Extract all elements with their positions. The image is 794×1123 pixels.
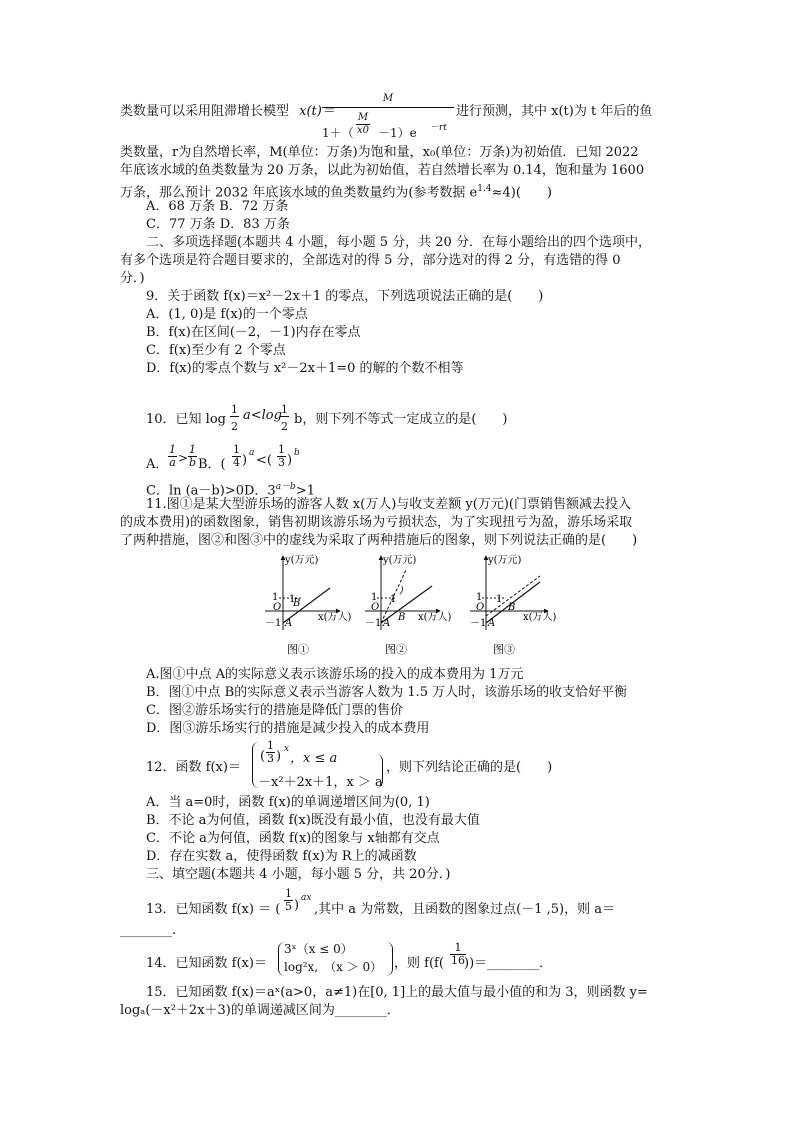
q10-cd-exp: a－b [275,482,296,492]
q10-optB-label: B．( [198,457,226,472]
q10-optB-end: ) [287,453,293,468]
q8-options-ab: A．68 万条 B．72 万条 [146,199,289,214]
fig1-x-label: x(万人) [318,612,352,623]
q13-stem [146,886,706,920]
q10-base1-den: 2 [231,420,238,433]
fig2-caption: 图② [385,643,407,656]
fig3-x-label: x(万人) [523,612,557,623]
q8-line1-a: 类数量可以采用阻滞增长模型 [120,104,290,119]
q13-blank: ________. [120,923,177,938]
q10-base2-den: 2 [281,420,288,433]
q10-cd-end: >1 [295,483,315,499]
q10-base2-num: 1 [281,403,288,416]
q10-a: a<log [243,408,282,423]
q14-case2: log²x, （x ＞ 0） [284,960,383,974]
q11-line1: 11.图①是某大型游乐场的游客人数 x(万人)与收支差额 y(万元)(门票销售额减去投入 [146,497,631,512]
q10-optB-expa: a [249,448,255,458]
q11-option-b: B．图①中点 B的实际意义表示当游客人数为 1.5 万人时，该游乐场的收支恰好平衡 [146,685,628,700]
q12-option-a: A．当 a=0时，函数 f(x)的单调递增区间为(0, 1) [146,795,430,810]
q11-option-a: A.图①中点 A的实际意义表示该游乐场的投入的成本费用为 1万元 [146,667,524,682]
q8-den-exp: －rt [430,123,447,133]
fig2-point-b: B [398,612,406,623]
q8-line4-end: ≈4)( ) [491,185,552,201]
fig3-caption: 图③ [493,643,515,656]
q10-pre: 10．已知 log [146,412,226,427]
q12-case1-cond: ，x ≤ a [290,751,338,766]
fig1-neg1: －1 [265,618,282,629]
q14-post2: ))＝________． [464,956,553,971]
q14-case1: 3ˣ（x ≤ 0） [284,942,353,956]
q12-option-c: C．不论 a为何值，函数 f(x)的图象与 x轴都有交点 [146,831,440,846]
q12-stem [146,740,586,790]
q11-line2: 的成本费用)的函数图象，销售初期该游乐场为亏损状态，为了实现扭亏为盈，游乐场采取 [120,515,633,530]
fig1-one: 1 [272,592,279,603]
q10-optB-frac2-num: 1 [278,443,285,456]
q12-case1-frac [266,740,275,765]
q13-pre: 13．已知函数 f(x) ＝ ( [146,902,281,917]
q8-line4-exp: 1.4 [477,184,492,194]
q10-optA-frac1-num: 1 [169,443,176,456]
q9-option-a: A．(1, 0)是 f(x)的一个零点 [146,307,308,322]
q10-base1 [230,404,239,433]
q10-base2 [280,404,289,433]
q12-case1-exp: x [284,744,290,754]
fig1-point-b: B [293,598,301,609]
q13-post: ,其中 a 为常数，且函数的图象过点(－1 ,5)，则 a＝ [314,902,615,917]
q11-line3: 了两种措施，图②和图③中的虚线为采取了两种措施后的图象，则下列说法正确的是( ) [120,533,638,548]
figure-1 [265,554,352,656]
q8-den-frac [356,112,370,137]
q12-case2: －x²＋2x＋1，x ＞ a [258,775,383,790]
fig3-point-a: A [488,618,496,629]
section3-heading: 三、填空题(本题共 4 小题，每小题 5 分，共 20分．) [146,867,451,882]
q14-frac-den: 16 [451,954,465,967]
q8-model-denominator [322,108,454,138]
q10-optA-label: A． [146,457,169,472]
section2-line3: 分．) [120,271,145,286]
q15-line1: 15．已知函数 f(x)＝aˣ(a>0，a≠1)在[0, 1]上的最大值与最小值的和为 3，则函数 y= [146,985,648,1000]
q10-cd-text: C．ln (a－b)>0D．3 [146,483,276,499]
q9-option-d: D．f(x)的零点个数与 x²－2x＋1=0 的解的个数不相等 [146,361,464,376]
q13-frac-num: 1 [285,887,292,900]
q8-den-pre: 1＋（ [322,126,354,140]
q10-optB-lt: <( [256,453,272,468]
fig2-origin: O [371,602,380,613]
fig3-y-label: y(万元) [488,555,522,566]
q9-option-b: B．f(x)在区间(－2，－1)内存在零点 [146,325,361,340]
q12-option-d: D．存在实数 a，使得函数 f(x)为 R上的减函数 [146,849,417,864]
q8-model-numerator: M [382,93,394,104]
figure-2 [365,554,452,656]
q8-line4-text: 万条，那么预计 2032 年底该水域的鱼类数量约为(参考数据 e [120,185,478,201]
q9-stem: 9．关于函数 f(x)＝x²－2x＋1 的零点，下列选项说法正确的是( ) [146,289,544,304]
q12-pre: 12．函数 f(x)＝ [146,760,241,775]
q14-post1: ，则 f(f( [394,956,444,971]
q10-optB-frac1-num: 1 [233,443,240,456]
q12-case1-frac-den: 3 [267,752,274,765]
q9-option-c: C．f(x)至少有 2 个零点 [146,343,286,358]
fig1-one-b: 1 [289,594,296,605]
fig2-point-a: A [383,618,391,629]
q8-line2: 类数量，r为自然增长率，M(单位：万条)为饱和量，x₀(单位：万条)为初始值．已知 2022 [120,145,639,160]
q14-stem [146,940,646,980]
q12-case1-frac-num: 1 [267,739,274,752]
q8-line1 [120,103,335,121]
q8-model-fraction [322,93,454,138]
q11-option-c: C．图②游乐场实行的措施是降低门票的售价 [146,703,403,718]
q11-figures [0,550,794,670]
q10-b: b，则下列不等式一定成立的是( ) [294,412,508,427]
fig3-origin: O [476,602,485,613]
q14-frac-num: 1 [450,942,466,955]
q14-pre: 14．已知函数 f(x)＝ [146,956,267,971]
q12-post: ，则下列结论正确的是( ) [386,760,553,775]
q12-case1-close: ) [276,749,282,764]
q10-optB-frac1 [232,444,241,469]
fig2-angle-arc [400,586,403,594]
q10-optB-frac1-den: 4 [233,456,240,469]
q12-option-b: B．不论 a为何值，函数 f(x)既没有最小值，也没有最大值 [146,813,480,828]
q13-mid: ) [294,898,300,913]
q10-optA-frac1-den: a [169,456,176,469]
section2-line1: 二、多项选择题(本题共 4 小题，每小题 5 分，共 20 分．在每小题给出的四个选项中， [146,235,651,250]
q10-optA-frac2-num: 1 [189,443,197,456]
fig3-one-b: 1 [496,594,503,605]
q8-line1-end: 进行预测，其中 x(t)为 t 年后的鱼 [456,104,653,119]
fig2-one: 1 [371,592,378,603]
figure-3 [470,554,557,656]
fig2-one-b: 1 [390,594,397,605]
q8-line3: 年底该水域的鱼类数量为 20 万条，以此为初始值，若自然增长率为 0.14，饱和量为 1600 [120,163,645,178]
q12-case1-open: ( [260,749,266,764]
fig3-one: 1 [476,592,483,603]
q8-options-cd: C．77 万条 D．83 万条 [146,217,290,232]
fig1-y-label: y(万元) [285,555,319,566]
q10-optB-frac2 [277,444,286,469]
q10-optB-mid: ) [242,453,248,468]
q10-optA-gt: > [178,451,189,465]
q13-frac-den: 5 [285,900,292,913]
section2-line2: 有多个选项是符合题目要求的，全部选对的得 5 分，部分选对的得 2 分，有选错的得 0 [120,253,621,268]
fig3-point-b: B [508,602,516,613]
fig2-x-label: x(万人) [418,612,452,623]
q14-right-brace [386,942,393,976]
q10-base1-num: 1 [231,403,238,416]
q13-exp: ax [301,893,312,903]
q8-den-frac-den: x0 [357,125,370,136]
q12-right-brace [376,754,383,788]
q8-den-frac-num: M [357,112,369,123]
q15-line2: logₐ(－x²＋2x＋3)的单调递减区间为________． [120,1003,400,1018]
q8-den-post: －1）e [378,126,417,140]
q11-option-d: D．图③游乐场实行的措施是减少投入的成本费用 [146,721,430,736]
fig2-neg1: －1 [365,618,382,629]
q10-optA-frac2-den: b [189,456,197,469]
q10-optB-expb: b [294,448,300,458]
q10-optA-frac2 [188,444,197,469]
fig2-y-label: y(万元) [383,555,417,566]
q10-optB-frac2-den: 3 [278,456,285,469]
fig1-point-a: A [285,618,293,629]
q13-frac [284,888,293,913]
fig1-origin: O [273,602,282,613]
fig1-caption: 图① [287,643,309,656]
fig3-neg1: －1 [470,618,487,629]
q10-optA-frac1 [168,444,177,469]
q8-model-lhs: x(t)＝ [299,104,335,119]
